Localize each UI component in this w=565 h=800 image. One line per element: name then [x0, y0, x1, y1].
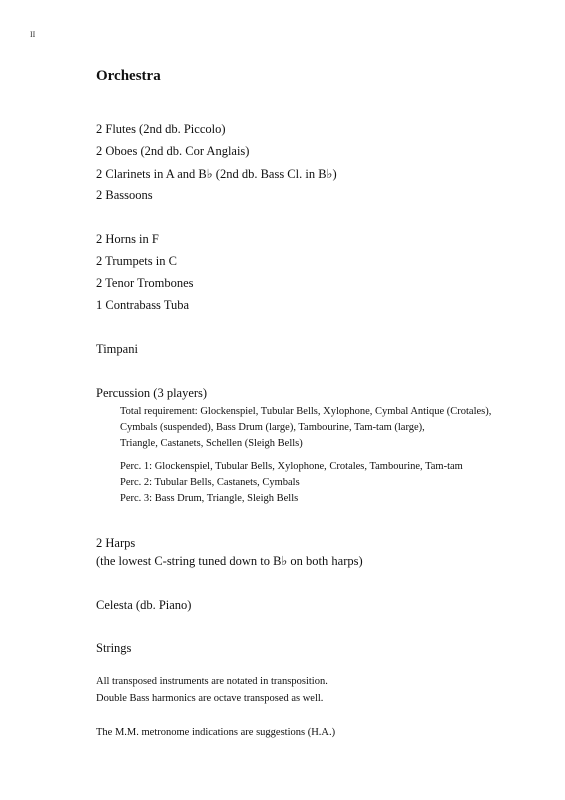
strings: Strings: [96, 641, 132, 655]
percussion-heading: Percussion (3 players): [96, 386, 208, 400]
percussion-player-2: Perc. 2: Tubular Bells, Castanets, Cymbals: [120, 477, 300, 488]
woodwind-oboes: 2 Oboes (2nd db. Cor Anglais): [96, 144, 250, 158]
percussion-total-line: Cymbals (suspended), Bass Drum (large), Tambourine, Tam-tam (large),: [120, 422, 425, 433]
brass-horns: 2 Horns in F: [96, 232, 159, 246]
page-number: II: [30, 30, 36, 39]
transposition-note: All transposed instruments are notated in transposition.: [96, 676, 328, 687]
woodwind-clarinets: 2 Clarinets in A and B♭ (2nd db. Bass Cl. in B♭): [96, 167, 337, 181]
woodwind-flutes: 2 Flutes (2nd db. Piccolo): [96, 122, 226, 136]
brass-tuba: 1 Contrabass Tuba: [96, 298, 190, 312]
percussion-total-line: Triangle, Castanets, Schellen (Sleigh Bells): [120, 438, 303, 449]
page-title: Orchestra: [96, 68, 161, 84]
metronome-note: The M.M. metronome indications are suggestions (H.A.): [96, 727, 336, 738]
harps-heading: 2 Harps: [96, 536, 136, 550]
brass-trumpets: 2 Trumpets in C: [96, 254, 177, 268]
percussion-total-line: Total requirement: Glockenspiel, Tubular Bells, Xylophone, Cymbal Antique (Crotales),: [120, 406, 492, 417]
percussion-player-3: Perc. 3: Bass Drum, Triangle, Sleigh Bells: [120, 493, 299, 504]
harmonics-note: Double Bass harmonics are octave transposed as well.: [96, 693, 324, 704]
harps-note: (the lowest C-string tuned down to B♭ on both harps): [96, 554, 363, 568]
woodwind-bassoons: 2 Bassoons: [96, 188, 153, 202]
percussion-player-1: Perc. 1: Glockenspiel, Tubular Bells, Xylophone, Crotales, Tambourine, Tam-tam: [120, 461, 463, 472]
brass-trombones: 2 Tenor Trombones: [96, 276, 194, 290]
celesta: Celesta (db. Piano): [96, 598, 192, 612]
timpani: Timpani: [96, 342, 138, 356]
